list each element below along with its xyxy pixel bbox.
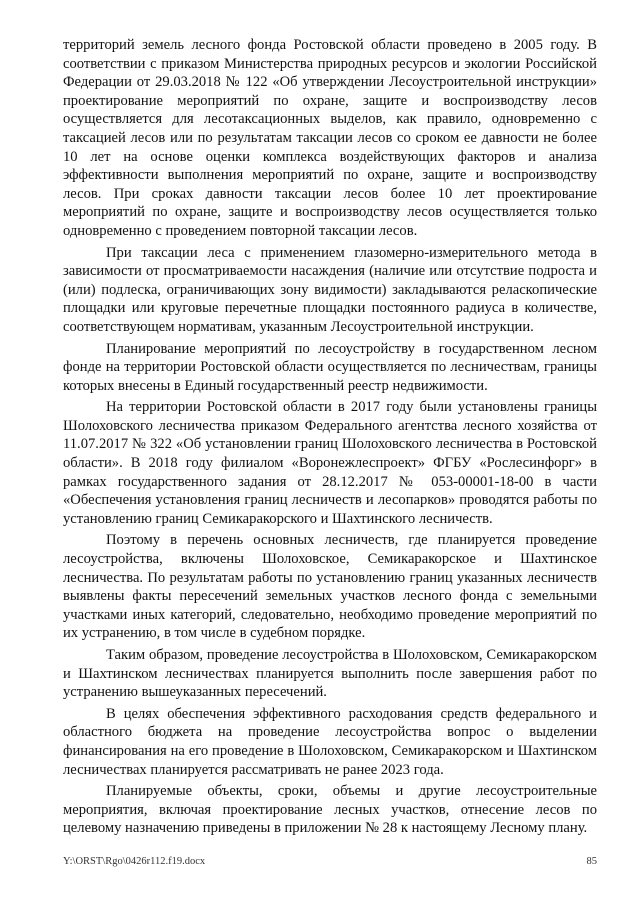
paragraph-2: При таксации леса с применением глазомерно-измерительного метода в зависимости от просматриваемости насаждения (наличие или отсутствие подроста и (или) подлеска, ограничивающих зону видимости) закладываются реласкопические площадки или круговые перечетные площадки постоянного радиуса в количестве, соответствующем нормативам, указанным Лесоустроительной инструкции.	[63, 244, 597, 335]
paragraph-4: На территории Ростовской области в 2017 году были установлены границы Шолоховского лесничества приказом Федерального агентства лесного хозяйства от 11.07.2017 № 322 «Об установлении границ Шолоховского лесничества в Ростовской области». В 2018 году филиалом «Воронежлеспроект» ФГБУ «Рослесинфорг» в рамках государственного задания от 28.12.2017 № 053-00001-18-00 в части «Обеспечения установления границ лесничеств и лесопарков» проводятся работы по установлению границ Семикаракорского и Шахтинского лесничеств.	[63, 399, 597, 527]
paragraph-5: Поэтому в перечень основных лесничеств, где планируется проведение лесоустройства, включены Шолоховское, Семикаракорское и Шахтинское лесничества. По результатам работы по установлению границ указанных лесничеств выявлены факты пересечений земельных участков лесного фонда с земельными участками иных категорий, следовательно, необходимо проведение мероприятий по их устранению, в том числе в судебном порядке.	[63, 532, 597, 642]
document-page	[63, 36, 597, 838]
footer-file-path: Y:\ORST\Rgo\0426r112.f19.docx	[63, 856, 206, 867]
paragraph-1: территорий земель лесного фонда Ростовской области проведено в 2005 году. В соответствии с приказом Министерства природных ресурсов и экологии Российской Федерации от 29.03.2018 № 122 «Об утверждении Лесоустроительной инструкции» проектирование мероприятий по охране, защите и воспроизводству лесов осуществляется для лесотаксационных выделов, как правило, одновременно с таксацией лесов или по результатам таксации лесов со сроком ее давности не более 10 лет на основе оценки комплекса воздействующих факторов и анализа эффективности выполнения мероприятий по охране, защите и воспроизводству лесов. При сроках давности таксации лесов более 10 лет проектирование мероприятий по охране, защите и воспроизводству лесов осуществляется только одновременно с проведением повторной таксации лесов.	[63, 37, 597, 239]
footer-page-number: 85	[586, 856, 597, 867]
paragraph-6: Таким образом, проведение лесоустройства в Шолоховском, Семикаракорском и Шахтинском лесничествах планируется выполнить после завершения работ по устранению вышеуказанных пересечений.	[63, 647, 597, 701]
paragraph-7: В целях обеспечения эффективного расходования средств федерального и областного бюджета на проведение лесоустройства вопрос о выделении финансирования на его проведение в Шолоховском, Семикаракорском и Шахтинском лесничествах планируется рассматривать не ранее 2023 года.	[63, 705, 597, 778]
paragraph-8: Планируемые объекты, сроки, объемы и другие лесоустроительные мероприятия, включая проектирование лесных участков, отнесение лесов по целевому назначению приведены в приложении № 28 к настоящему Лесному плану.	[63, 783, 597, 837]
paragraph-3: Планирование мероприятий по лесоустройству в государственном лесном фонде на территории Ростовской области осуществляется по лесничествам, границы которых внесены в Единый государственный реестр недвижимости.	[63, 340, 597, 394]
